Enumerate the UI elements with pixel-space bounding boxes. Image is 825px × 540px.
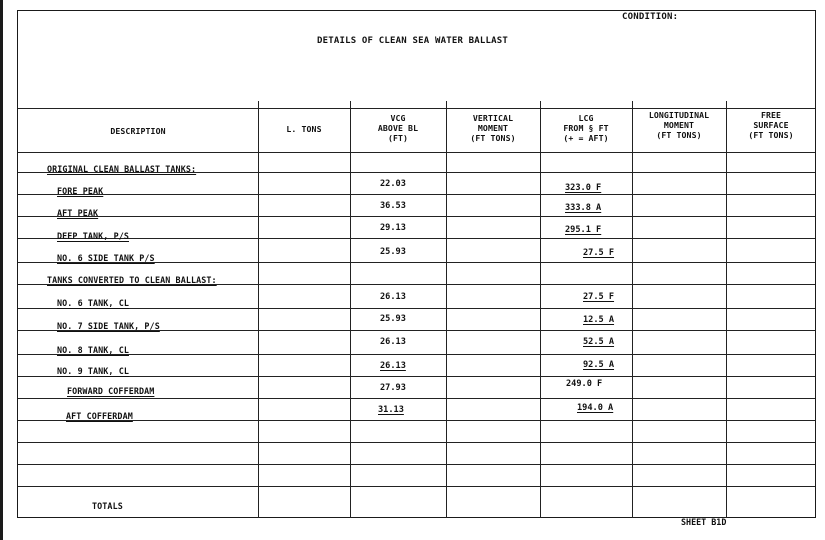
col-header-free-surface bbox=[726, 110, 816, 140]
vcg-value: 29.13 bbox=[380, 223, 406, 233]
col-header-lcg bbox=[540, 113, 632, 143]
vcg-value: 26.13 bbox=[380, 292, 406, 302]
row-desc-no6-tank-cl: NO. 6 TANK, CL bbox=[57, 298, 129, 308]
lcg-value: 52.5 A bbox=[583, 337, 615, 347]
row-desc-forward-cofferdam: FORWARD COFFERDAM bbox=[67, 386, 155, 396]
condition-label: CONDITION: bbox=[622, 12, 679, 22]
col-header-lm-line1: LONGITUDINAL bbox=[648, 110, 710, 120]
col-header-vm-line1: VERTICAL bbox=[472, 113, 514, 123]
col-header-fs-line2: SURFACE bbox=[753, 120, 789, 130]
col-header-lm-line2: MOMENT bbox=[663, 120, 695, 130]
totals-label: TOTALS bbox=[92, 501, 123, 511]
lcg-value: 333.8 A bbox=[565, 203, 602, 213]
lcg-value: 249.0 F bbox=[566, 379, 603, 389]
lcg-value: 12.5 A bbox=[583, 315, 615, 325]
col-header-vcg-line3: (FT) bbox=[387, 133, 409, 143]
lcg-value: 194.0 A bbox=[577, 403, 614, 413]
row-desc-deep-tank: DEEP TANK, P/S bbox=[57, 231, 129, 241]
vcg-value: 22.03 bbox=[380, 179, 406, 189]
vcg-value: 26.13 bbox=[380, 337, 406, 347]
col-header-lcg-line1: LCG bbox=[578, 113, 594, 123]
col-header-l-tons: L. TONS bbox=[286, 124, 322, 134]
vcg-value: 25.93 bbox=[380, 314, 406, 324]
row-desc-section-converted: TANKS CONVERTED TO CLEAN BALLAST: bbox=[47, 275, 217, 285]
col-header-lcg-line3: (+ = AFT) bbox=[563, 133, 609, 143]
col-header-lm-line3: (FT TONS) bbox=[656, 130, 702, 140]
sheet-label: SHEET B1D bbox=[681, 517, 727, 527]
scan-edge bbox=[0, 0, 3, 540]
lcg-value: 92.5 A bbox=[583, 360, 615, 370]
row-desc-section-original: ORIGINAL CLEAN BALLAST TANKS: bbox=[47, 164, 197, 174]
row-desc-no8-tank-cl: NO. 8 TANK, CL bbox=[57, 345, 129, 355]
lcg-value: 27.5 F bbox=[583, 292, 615, 302]
form-title: DETAILS OF CLEAN SEA WATER BALLAST bbox=[316, 36, 509, 46]
col-header-fs-line3: (FT TONS) bbox=[748, 130, 794, 140]
row-desc-aft-peak: AFT PEAK bbox=[57, 208, 99, 218]
col-header-lcg-line2: FROM § FT bbox=[563, 123, 609, 133]
col-header-vm-line3: (FT TONS) bbox=[470, 133, 516, 143]
col-header-vm-line2: MOMENT bbox=[477, 123, 509, 133]
col-header-vcg-line1: VCG bbox=[390, 113, 406, 123]
vcg-value: 26.13 bbox=[380, 361, 406, 371]
col-header-description: DESCRIPTION bbox=[110, 126, 166, 136]
row-desc-fore-peak: FORE PEAK bbox=[57, 186, 104, 196]
lcg-value: 323.0 F bbox=[565, 183, 602, 193]
col-header-fs-line1: FREE bbox=[760, 110, 782, 120]
lcg-value: 295.1 F bbox=[565, 225, 602, 235]
row-desc-aft-cofferdam: AFT COFFERDAM bbox=[66, 411, 133, 421]
row-desc-no9-tank-cl: NO. 9 TANK, CL bbox=[57, 366, 129, 376]
row-desc-no7-side-tank: NO. 7 SIDE TANK, P/S bbox=[57, 321, 160, 331]
row-desc-no6-side-tank: NO. 6 SIDE TANK P/S bbox=[57, 253, 155, 263]
col-header-longitudinal-moment bbox=[632, 110, 726, 140]
vcg-value: 27.93 bbox=[380, 383, 406, 393]
col-header-vcg bbox=[350, 113, 446, 143]
vcg-value: 25.93 bbox=[380, 247, 406, 257]
vcg-value: 31.13 bbox=[378, 405, 404, 415]
col-header-vertical-moment bbox=[446, 113, 540, 143]
lcg-value: 27.5 F bbox=[583, 248, 615, 258]
col-header-vcg-line2: ABOVE BL bbox=[377, 123, 419, 133]
vcg-value: 36.53 bbox=[380, 201, 406, 211]
